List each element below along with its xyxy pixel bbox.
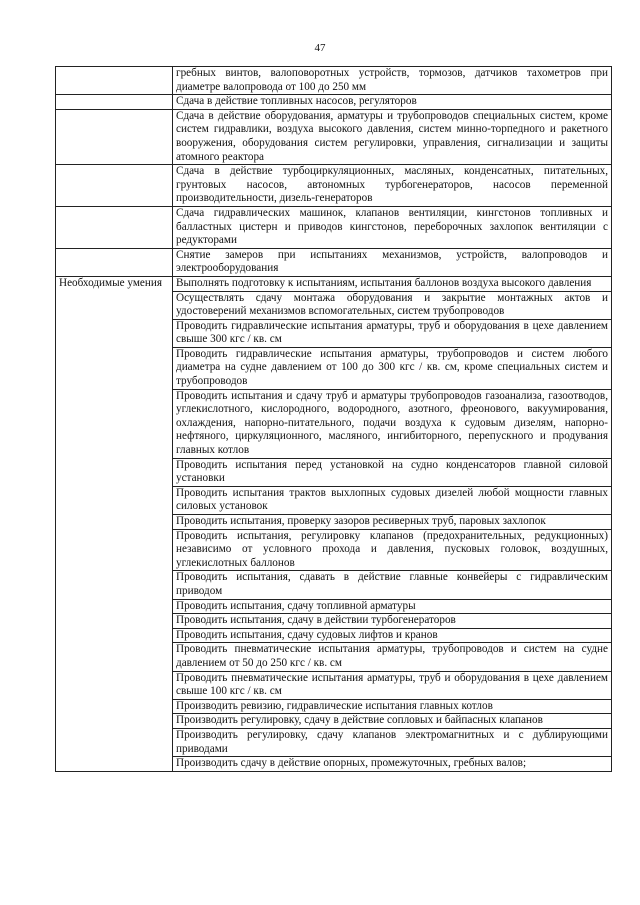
table-row <box>56 109 612 164</box>
table-cell: Снятие замеров при испытаниях механизмов, устройств, валопроводов и электрооборудования <box>173 248 612 276</box>
table-row <box>56 248 612 276</box>
label-cell-empty <box>56 248 173 276</box>
table-cell: Проводить испытания, регулировку клапанов (предохранительных, редукционных) независимо от условного прохода и давления, пусковых головок, воздушных, углекислотных баллонов <box>173 529 612 571</box>
table-cell: Проводить гидравлические испытания арматуры, трубопроводов и систем любого диаметра на судне давлением от 100 до 300 кгс / кв. см, кроме специальных систем и трубопроводов <box>173 347 612 389</box>
table-cell: Выполнять подготовку к испытаниям, испытания баллонов воздуха высокого давления <box>173 276 612 291</box>
label-cell-empty <box>56 95 173 110</box>
table-row <box>56 165 612 207</box>
page-number: 47 <box>314 42 326 54</box>
table-cell: Проводить испытания, сдачу топливной арматуры <box>173 599 612 614</box>
label-cell-empty <box>56 165 173 207</box>
table-cell: Производить ревизию, гидравлические испытания главных котлов <box>173 699 612 714</box>
table-cell: Проводить испытания трактов выхлопных судовых дизелей любой мощности главных силовых установок <box>173 486 612 514</box>
table-cell: Проводить испытания, сдачу в действии турбогенераторов <box>173 614 612 629</box>
table-row <box>56 276 612 291</box>
skills-label: Необходимые умения <box>56 276 173 771</box>
label-cell-empty <box>56 206 173 248</box>
table-cell: Проводить гидравлические испытания арматуры, труб и оборудования в цехе давлением свыше 300 кгс / кв. см <box>173 319 612 347</box>
table-cell: Проводить испытания и сдачу труб и арматуры трубопроводов газоанализа, газоотводов, углекислотного, кислородного, водородного, азотного, фреонового, вакуумирования, охлаждения, напорно-питательного, подачи воздуха к судовым дизелям, напорно-нефтяного, циркуляционного, масляного, ингибиторного, перепускного и продувания главных котлов <box>173 389 612 458</box>
table-cell: Проводить пневматические испытания арматуры, труб и оборудования в цехе давлением свыше 100 кгс / кв. см <box>173 671 612 699</box>
table-cell: Сдача в действие топливных насосов, регуляторов <box>173 95 612 110</box>
table-cell: Сдача гидравлических машинок, клапанов вентиляции, кингстонов топливных и балластных цистерн и приводов кингстонов, переборочных захлопок вентиляции с редукторами <box>173 206 612 248</box>
table-cell: Осуществлять сдачу монтажа оборудования и закрытие монтажных актов и удостоверений механизмов вспомогательных, систем трубопроводов <box>173 291 612 319</box>
table-row <box>56 95 612 110</box>
table-cell: Производить сдачу в действие опорных, промежуточных, гребных валов; <box>173 757 612 772</box>
table-cell: Проводить испытания, сдачу судовых лифтов и кранов <box>173 628 612 643</box>
label-cell-empty <box>56 67 173 95</box>
table-cell: Сдача в действие турбоциркуляционных, масляных, конденсатных, питательных, грунтовых насосов, автономных турбогенераторов, насосов переменной производительности, дизель-генераторов <box>173 165 612 207</box>
label-cell-empty <box>56 109 173 164</box>
table-cell: Проводить испытания перед установкой на судно конденсаторов главной силовой установки <box>173 458 612 486</box>
table-row <box>56 67 612 95</box>
table-cell: Проводить пневматические испытания арматуры, трубопроводов и систем на судне давлением от 50 до 250 кгс / кв. см <box>173 643 612 671</box>
competency-table <box>55 66 612 772</box>
table-row <box>56 206 612 248</box>
table-cell: Производить регулировку, сдачу клапанов электромагнитных и с дублирующими приводами <box>173 728 612 756</box>
table-cell: Производить регулировку, сдачу в действие сопловых и байпасных клапанов <box>173 714 612 729</box>
table-cell: гребных винтов, валоповоротных устройств, тормозов, датчиков тахометров при диаметре валопровода от 100 до 250 мм <box>173 67 612 95</box>
table-cell: Проводить испытания, проверку зазоров ресиверных труб, паровых захлопок <box>173 515 612 530</box>
table-cell: Проводить испытания, сдавать в действие главные конвейеры с гидравлическим приводом <box>173 571 612 599</box>
table-cell: Сдача в действие оборудования, арматуры и трубопроводов специальных систем, кроме систем гидравлики, воздуха высокого давления, систем минно-торпедного и ракетного вооружения, оборудования систем регулировки, управления, сигнализации и защиты атомного реактора <box>173 109 612 164</box>
